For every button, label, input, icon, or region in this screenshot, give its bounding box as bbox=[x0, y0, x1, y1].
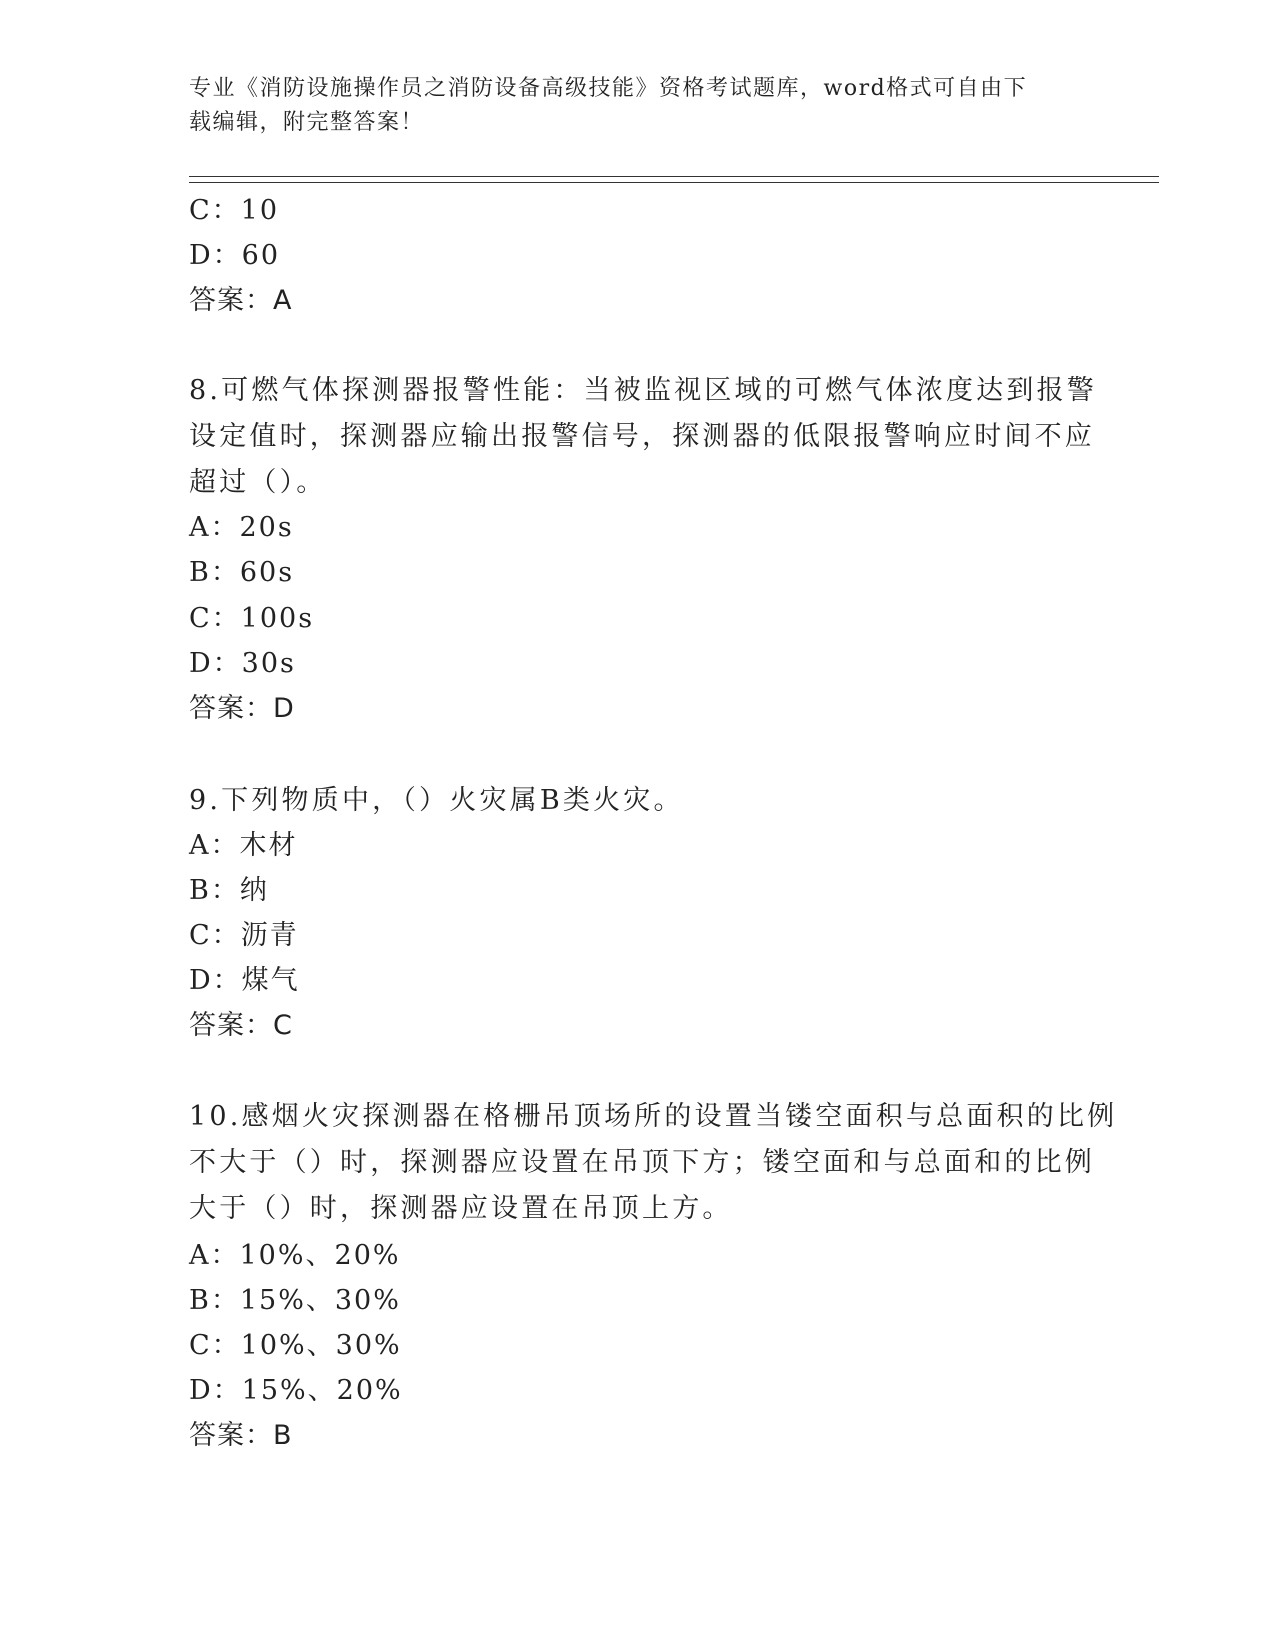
prev-option-d bbox=[189, 233, 280, 279]
question-10-option-a bbox=[189, 1233, 401, 1279]
option-label: B： bbox=[189, 1285, 240, 1316]
option-label: D： bbox=[189, 965, 242, 996]
prev-answer: 答案：A bbox=[189, 285, 293, 316]
option-label: C： bbox=[189, 195, 241, 226]
option-text: 木材 bbox=[239, 830, 298, 861]
document-header bbox=[189, 72, 1069, 140]
question-line: 设定值时，探测器应输出报警信号，探测器的低限报警响应时间不应 bbox=[189, 421, 1095, 452]
question-line: 9.下列物质中，（）火灾属B类火灾。 bbox=[189, 785, 684, 816]
header-divider-top bbox=[189, 176, 1159, 177]
question-9-option-a bbox=[189, 823, 298, 869]
option-text: 60 bbox=[241, 240, 281, 271]
question-10-option-c bbox=[189, 1323, 402, 1369]
question-9-option-b bbox=[189, 868, 269, 914]
question-8-answer: 答案：D bbox=[189, 693, 295, 724]
question-9-answer: 答案：C bbox=[189, 1010, 293, 1041]
option-text: 20s bbox=[239, 512, 294, 543]
option-text: 10%、30% bbox=[240, 1330, 402, 1361]
question-10-option-d bbox=[189, 1368, 403, 1414]
option-label: A： bbox=[189, 1240, 240, 1271]
option-text: 15%、30% bbox=[239, 1285, 401, 1316]
question-line: 不大于（）时，探测器应设置在吊顶下方；镂空面和与总面和的比例 bbox=[189, 1147, 1095, 1178]
option-text: 沥青 bbox=[240, 920, 299, 951]
option-text: 100s bbox=[240, 603, 315, 634]
question-8-option-c bbox=[189, 596, 314, 642]
question-line: 10.感烟火灾探测器在格栅吊顶场所的设置当镂空面积与总面积的比例 bbox=[189, 1101, 1118, 1132]
option-label: D： bbox=[189, 648, 242, 679]
question-8-text bbox=[189, 368, 1097, 506]
header-divider-bottom bbox=[189, 182, 1159, 183]
option-label: C： bbox=[189, 920, 241, 951]
question-10-option-b bbox=[189, 1278, 401, 1324]
question-line: 8.可燃气体探测器报警性能：当被监视区域的可燃气体浓度达到报警 bbox=[189, 375, 1097, 406]
option-label: A： bbox=[189, 512, 240, 543]
option-label: C： bbox=[189, 603, 241, 634]
option-text: 60s bbox=[239, 557, 295, 588]
option-label: B： bbox=[189, 875, 240, 906]
option-label: D： bbox=[189, 240, 242, 271]
question-9-option-d bbox=[189, 958, 300, 1004]
option-label: A： bbox=[189, 830, 240, 861]
question-line: 大于（）时，探测器应设置在吊顶上方。 bbox=[189, 1193, 733, 1224]
header-intro-line-2: 载编辑，附完整答案！ bbox=[189, 110, 425, 135]
option-text: 10 bbox=[240, 195, 280, 226]
question-9-option-c bbox=[189, 913, 299, 959]
question-line: 超过（）。 bbox=[189, 467, 327, 498]
question-8-option-b bbox=[189, 550, 294, 596]
option-text: 15%、20% bbox=[241, 1375, 403, 1406]
question-8-option-a bbox=[189, 505, 294, 551]
option-text: 纳 bbox=[239, 875, 269, 906]
option-text: 煤气 bbox=[241, 965, 300, 996]
header-intro-line-1: 专业《消防设施操作员之消防设备高级技能》资格考试题库，word格式可自由下 bbox=[189, 76, 1028, 101]
question-10-answer: 答案：B bbox=[189, 1420, 293, 1451]
question-10-text bbox=[189, 1094, 1118, 1232]
prev-option-c bbox=[189, 188, 279, 234]
question-9-text bbox=[189, 778, 1089, 824]
option-label: D： bbox=[189, 1375, 242, 1406]
option-label: C： bbox=[189, 1330, 241, 1361]
option-text: 10%、20% bbox=[239, 1240, 401, 1271]
option-label: B： bbox=[189, 557, 240, 588]
option-text: 30s bbox=[241, 648, 296, 679]
question-8-option-d bbox=[189, 641, 296, 687]
